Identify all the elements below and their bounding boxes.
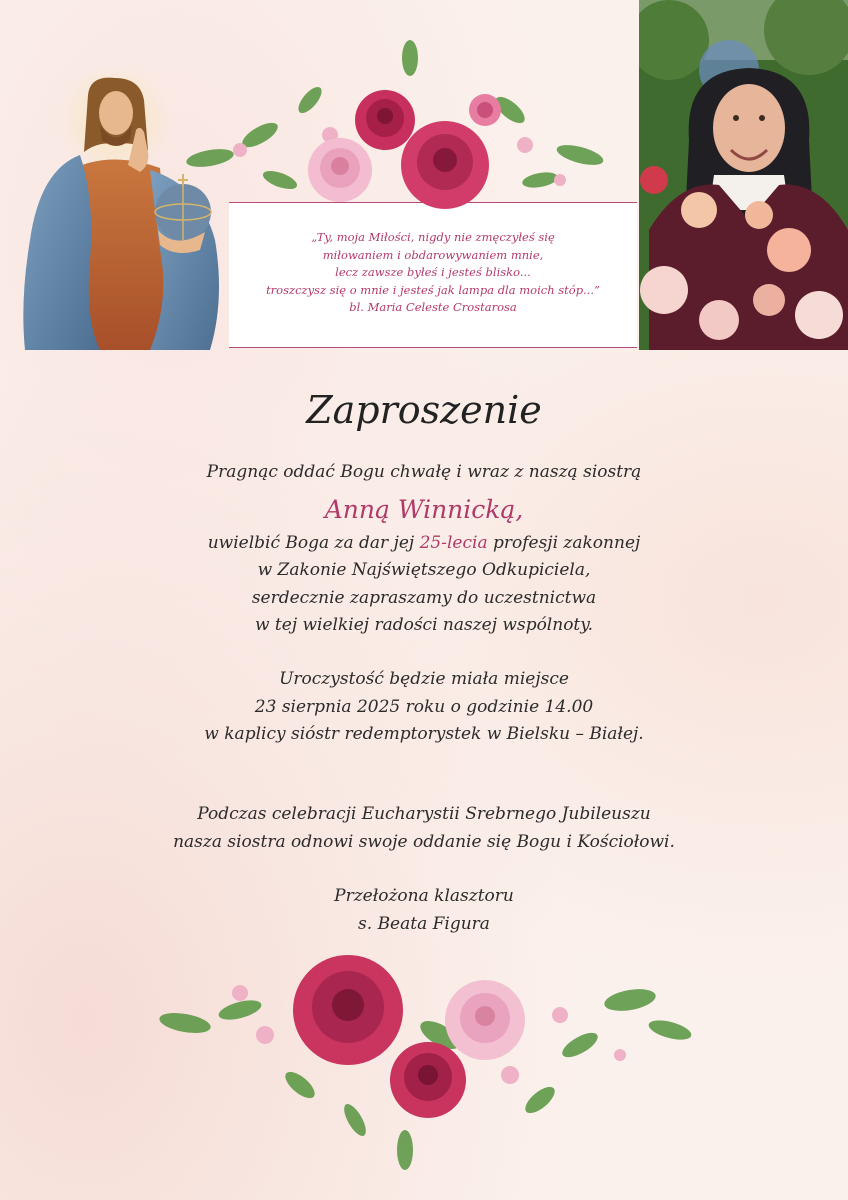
top-roses-decoration — [180, 40, 630, 220]
quote-line: „Ty, moja Miłości, nigdy nie zmęczyłeś się — [311, 230, 555, 244]
order-line: w Zakonie Najświętszego Odkupiciela, — [257, 560, 591, 580]
celebration-line-1: Podczas celebracji Eucharystii Srebrnego Jubileuszu — [197, 804, 651, 824]
signature-name: s. Beata Figura — [358, 914, 490, 934]
celebration-line-2: nasza siostra odnowi swoje oddanie się Bogu i Kościołowi. — [173, 832, 675, 852]
jubilee-line — [0, 533, 848, 553]
jubilee-line-start: uwielbić Boga za dar jej — [207, 533, 420, 553]
invitation-title: Zaproszenie — [306, 388, 542, 432]
event-place-line: w kaplicy sióstr redemptorystek w Bielsku – Białej. — [204, 724, 644, 744]
quote-author: bl. Maria Celeste Crostarosa — [349, 300, 517, 314]
quote-line: miłowaniem i obdarowywaniem mnie, — [322, 247, 544, 262]
quote-line: troszczysz się o mnie i jesteś jak lampa dla moich stóp...” — [266, 282, 600, 297]
event-line-1: Uroczystość będzie miała miejsce — [279, 669, 569, 689]
event-date-line: 23 sierpnia 2025 roku o godzinie 14.00 — [254, 697, 594, 717]
invite-line: serdecznie zapraszamy do uczestnictwa — [251, 588, 597, 608]
jubilee-years: 25-lecia — [419, 533, 488, 553]
quote-text — [229, 229, 637, 317]
signature-role: Przełożona klasztoru — [334, 886, 514, 906]
bottom-roses-decoration — [150, 955, 700, 1180]
joy-line: w tej wielkiej radości naszej wspólnoty. — [254, 615, 594, 635]
honoree-name: Anną Winnicką, — [324, 495, 524, 524]
quote-card — [229, 202, 637, 348]
sister-photo-image — [639, 0, 848, 350]
quote-line: lecz zawsze byłeś i jesteś blisko... — [335, 265, 531, 279]
intro-line: Pragnąc oddać Bogu chwałę i wraz z naszą siostrą — [206, 462, 642, 482]
jubilee-line-end: profesji zakonnej — [487, 533, 641, 553]
